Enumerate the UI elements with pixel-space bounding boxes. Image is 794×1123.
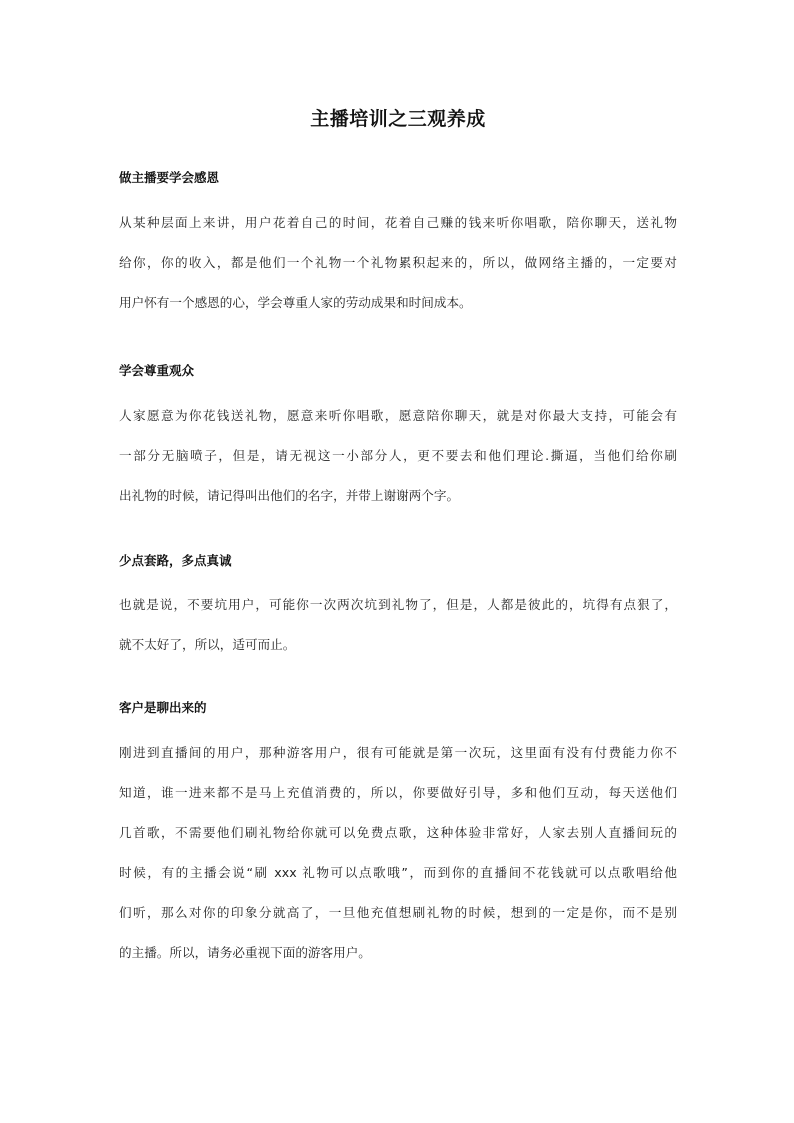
section-heading: 学会尊重观众 [119, 363, 195, 378]
document-title: 主播培训之三观养成 [310, 108, 486, 130]
section-heading: 客户是聊出来的 [119, 700, 207, 715]
paragraph-line: 几首歌，不需要他们刷礼物给你就可以免费点歌，这种体验非常好，人家去别人直播间玩的 [119, 825, 677, 840]
paragraph-line: 出礼物的时候，请记得叫出他们的名字，并带上谢谢两个字。 [119, 488, 460, 503]
paragraph-line: 时候，有的主播会说“刷 xxx 礼物可以点歌哦”，而到你的直播间不花钱就可以点歌唱给他 [119, 865, 677, 880]
section-paragraph [119, 396, 677, 516]
paragraph-line: 的主播。所以，请务必重视下面的游客用户。 [119, 945, 371, 960]
paragraph-line: 用户怀有一个感恩的心，学会尊重人家的劳动成果和时间成本。 [119, 295, 472, 310]
paragraph-line: 从某种层面上来讲，用户花着自己的时间，花着自己赚的钱来听你唱歌，陪你聊天，送礼物 [119, 215, 677, 230]
paragraph-line: 也就是说，不要坑用户，可能你一次两次坑到礼物了，但是，人都是彼此的，坑得有点狠了， [119, 597, 677, 612]
paragraph-line: 刚进到直播间的用户，那种游客用户，很有可能就是第一次玩，这里面有没有付费能力你不 [119, 745, 677, 760]
paragraph-line: 知道，谁一进来都不是马上充值消费的，所以，你要做好引导，多和他们互动，每天送他们 [119, 785, 677, 800]
paragraph-line: 给你，你的收入，都是他们一个礼物一个礼物累积起来的，所以，做网络主播的，一定要对 [119, 255, 677, 270]
section-heading: 少点套路，多点真诚 [119, 553, 232, 568]
paragraph-line: 一部分无脑喷子，但是，请无视这一小部分人，更不要去和他们理论.撕逼，当他们给你刷 [119, 448, 677, 463]
section-paragraph [119, 585, 677, 665]
section-paragraph [119, 733, 677, 973]
paragraph-line: 们听，那么对你的印象分就高了，一旦他充值想刷礼物的时候，想到的一定是你，而不是别 [119, 905, 677, 920]
paragraph-line: 就不太好了，所以，适可而止。 [119, 637, 296, 652]
section-heading: 做主播要学会感恩 [119, 170, 220, 185]
section-paragraph [119, 203, 677, 323]
paragraph-line: 人家愿意为你花钱送礼物，愿意来听你唱歌，愿意陪你聊天，就是对你最大支持，可能会有 [119, 408, 677, 423]
